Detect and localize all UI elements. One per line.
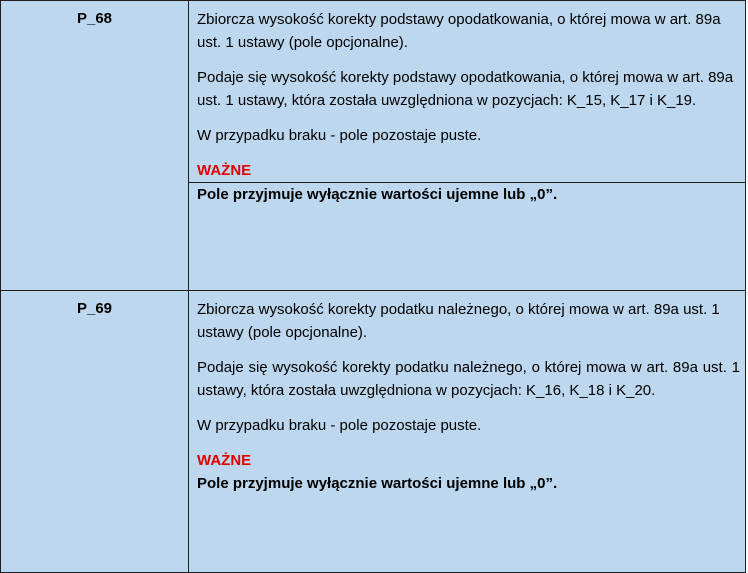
warning-text: Pole przyjmuje wyłącznie wartości ujemne lub „0”. [197, 475, 558, 492]
warning-title: WAŻNE [197, 452, 252, 469]
warning-text: Pole przyjmuje wyłącznie wartości ujemne lub „0”. [197, 186, 558, 203]
field-code: P_68 [76, 10, 113, 27]
field-code: P_69 [76, 300, 113, 317]
description-paragraph: Zbiorcza wysokość korekty podatku należnego, o której mowa w art. 89a ust. 1 ustawy (pole opcjonalne). [197, 301, 720, 341]
description-paragraph: W przypadku braku - pole pozostaje puste. [197, 127, 482, 144]
description-paragraph: Podaje się wysokość korekty podatku należnego, o której mowa w art. 89a ust. 1 ustawy, która została uwzględniona w pozycjach: K_16, K_18 i K_20. [197, 359, 740, 399]
field-code-cell [1, 1, 189, 291]
table-row [1, 1, 746, 291]
warning-block [197, 449, 740, 495]
description-paragraph: Podaje się wysokość korekty podstawy opodatkowania, o której mowa w art. 89a ust. 1 ustawy, która została uwzględniona w pozycjach: K_15, K_17 i K_19. [197, 69, 734, 109]
field-description-cell [189, 291, 746, 573]
description-paragraph: Zbiorcza wysokość korekty podstawy opodatkowania, o której mowa w art. 89a ust. 1 ustawy (pole opcjonalne). [197, 11, 721, 51]
warning-block [197, 159, 740, 206]
field-description-cell [189, 1, 746, 291]
warning-title: WAŻNE [197, 162, 252, 179]
table-row [1, 291, 746, 573]
description-paragraph: W przypadku braku - pole pozostaje puste. [197, 417, 482, 434]
field-code-cell [1, 291, 189, 573]
